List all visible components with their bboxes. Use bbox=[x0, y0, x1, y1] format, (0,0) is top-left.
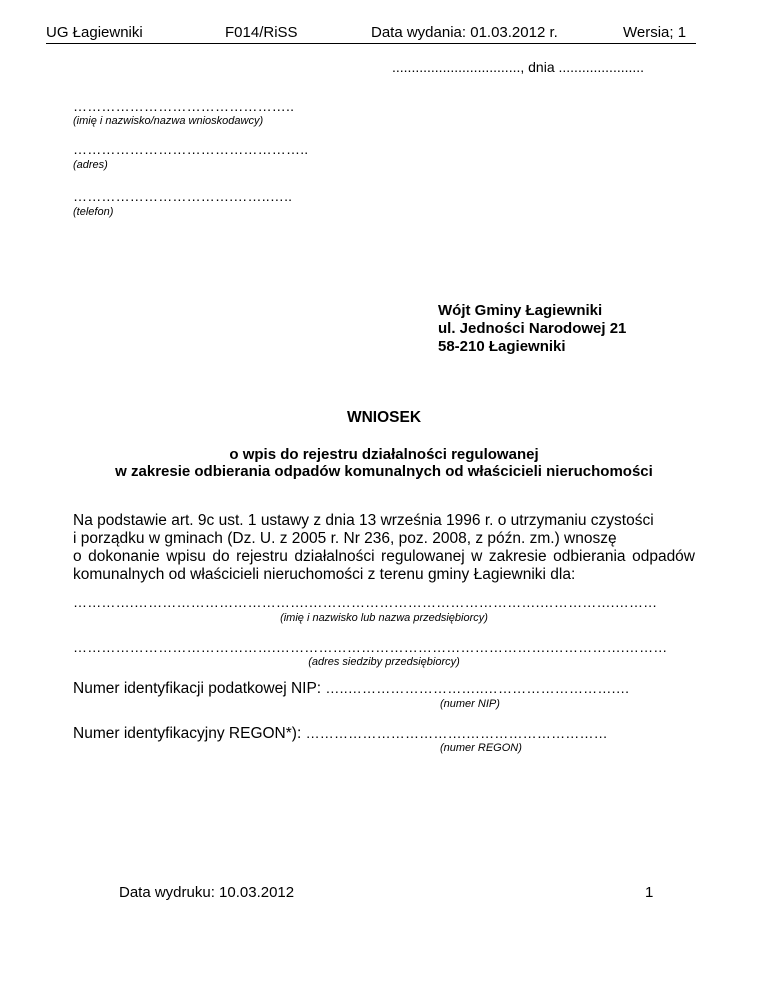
paragraph-line-3: o dokonanie wpisu do rejestru działalności regulowanej w zakresie odbierania odpadów bbox=[73, 548, 695, 565]
applicant-phone-caption: (telefon) bbox=[73, 206, 114, 218]
addressee-block bbox=[438, 302, 626, 356]
addressee-line-1: Wójt Gminy Łagiewniki bbox=[438, 302, 603, 319]
applicant-name-dots: ……………………………………….. bbox=[73, 98, 295, 114]
place-date-field: ................................., dnia ...................... bbox=[392, 59, 645, 75]
regon-dots: …………………………….………………………… bbox=[305, 725, 608, 741]
paragraph-line-4: komunalnych od właścicieli nieruchomości z terenu gminy Łagiewniki dla: bbox=[73, 566, 576, 583]
header-issue-date: Data wydania: 01.03.2012 r. bbox=[371, 24, 558, 41]
request-paragraph bbox=[73, 512, 695, 584]
header-form-code: F014/RiSS bbox=[225, 24, 298, 41]
header-office: UG Łagiewniki bbox=[46, 24, 143, 41]
entrepreneur-address-caption: (adres siedziby przedsiębiorcy) bbox=[308, 656, 460, 668]
nip-caption: (numer NIP) bbox=[440, 698, 500, 710]
addressee-line-3: 58-210 Łagiewniki bbox=[438, 338, 566, 355]
paragraph-line-2: i porządku w gminach (Dz. U. z 2005 r. Nr 236, poz. 2008, z późn. zm.) wnoszę bbox=[73, 530, 617, 547]
paragraph-line-1: Na podstawie art. 9c ust. 1 ustawy z dnia 13 września 1996 r. o utrzymaniu czystości bbox=[73, 512, 654, 529]
nip-row bbox=[73, 680, 630, 698]
regon-caption: (numer REGON) bbox=[440, 742, 522, 754]
page-number: 1 bbox=[645, 884, 654, 901]
applicant-address-caption: (adres) bbox=[73, 159, 108, 171]
document-subtitle-2: w zakresie odbierania odpadów komunalnych od właścicieli nieruchomości bbox=[115, 463, 653, 480]
nip-dots: …..………………………..……………………….… bbox=[325, 680, 630, 696]
document-subtitle-1: o wpis do rejestru działalności regulowanej bbox=[229, 446, 539, 463]
addressee-line-2: ul. Jedności Narodowej 21 bbox=[438, 320, 627, 337]
applicant-address-dots: ………………………………………….. bbox=[73, 141, 309, 157]
regon-label: Numer identyfikacyjny REGON*): bbox=[73, 725, 302, 742]
applicant-phone-dots: …………………………….……..….. bbox=[73, 188, 293, 204]
header-divider bbox=[46, 43, 696, 44]
print-date: Data wydruku: 10.03.2012 bbox=[119, 884, 295, 901]
entrepreneur-address-dots: …………………………………….………………………………………………….…………….……… bbox=[73, 639, 668, 655]
header-version: Wersia; 1 bbox=[623, 24, 687, 41]
nip-label: Numer identyfikacji podatkowej NIP: bbox=[73, 680, 322, 697]
applicant-name-caption: (imię i nazwisko/nazwa wnioskodawcy) bbox=[73, 115, 264, 127]
entrepreneur-name-caption: (imię i nazwisko lub nazwa przedsiębiorcy) bbox=[280, 612, 488, 624]
regon-row bbox=[73, 725, 608, 743]
entrepreneur-name-dots: ………….……………………………….………………………………………….…………….……… bbox=[73, 594, 658, 610]
document-title: WNIOSEK bbox=[346, 409, 422, 426]
